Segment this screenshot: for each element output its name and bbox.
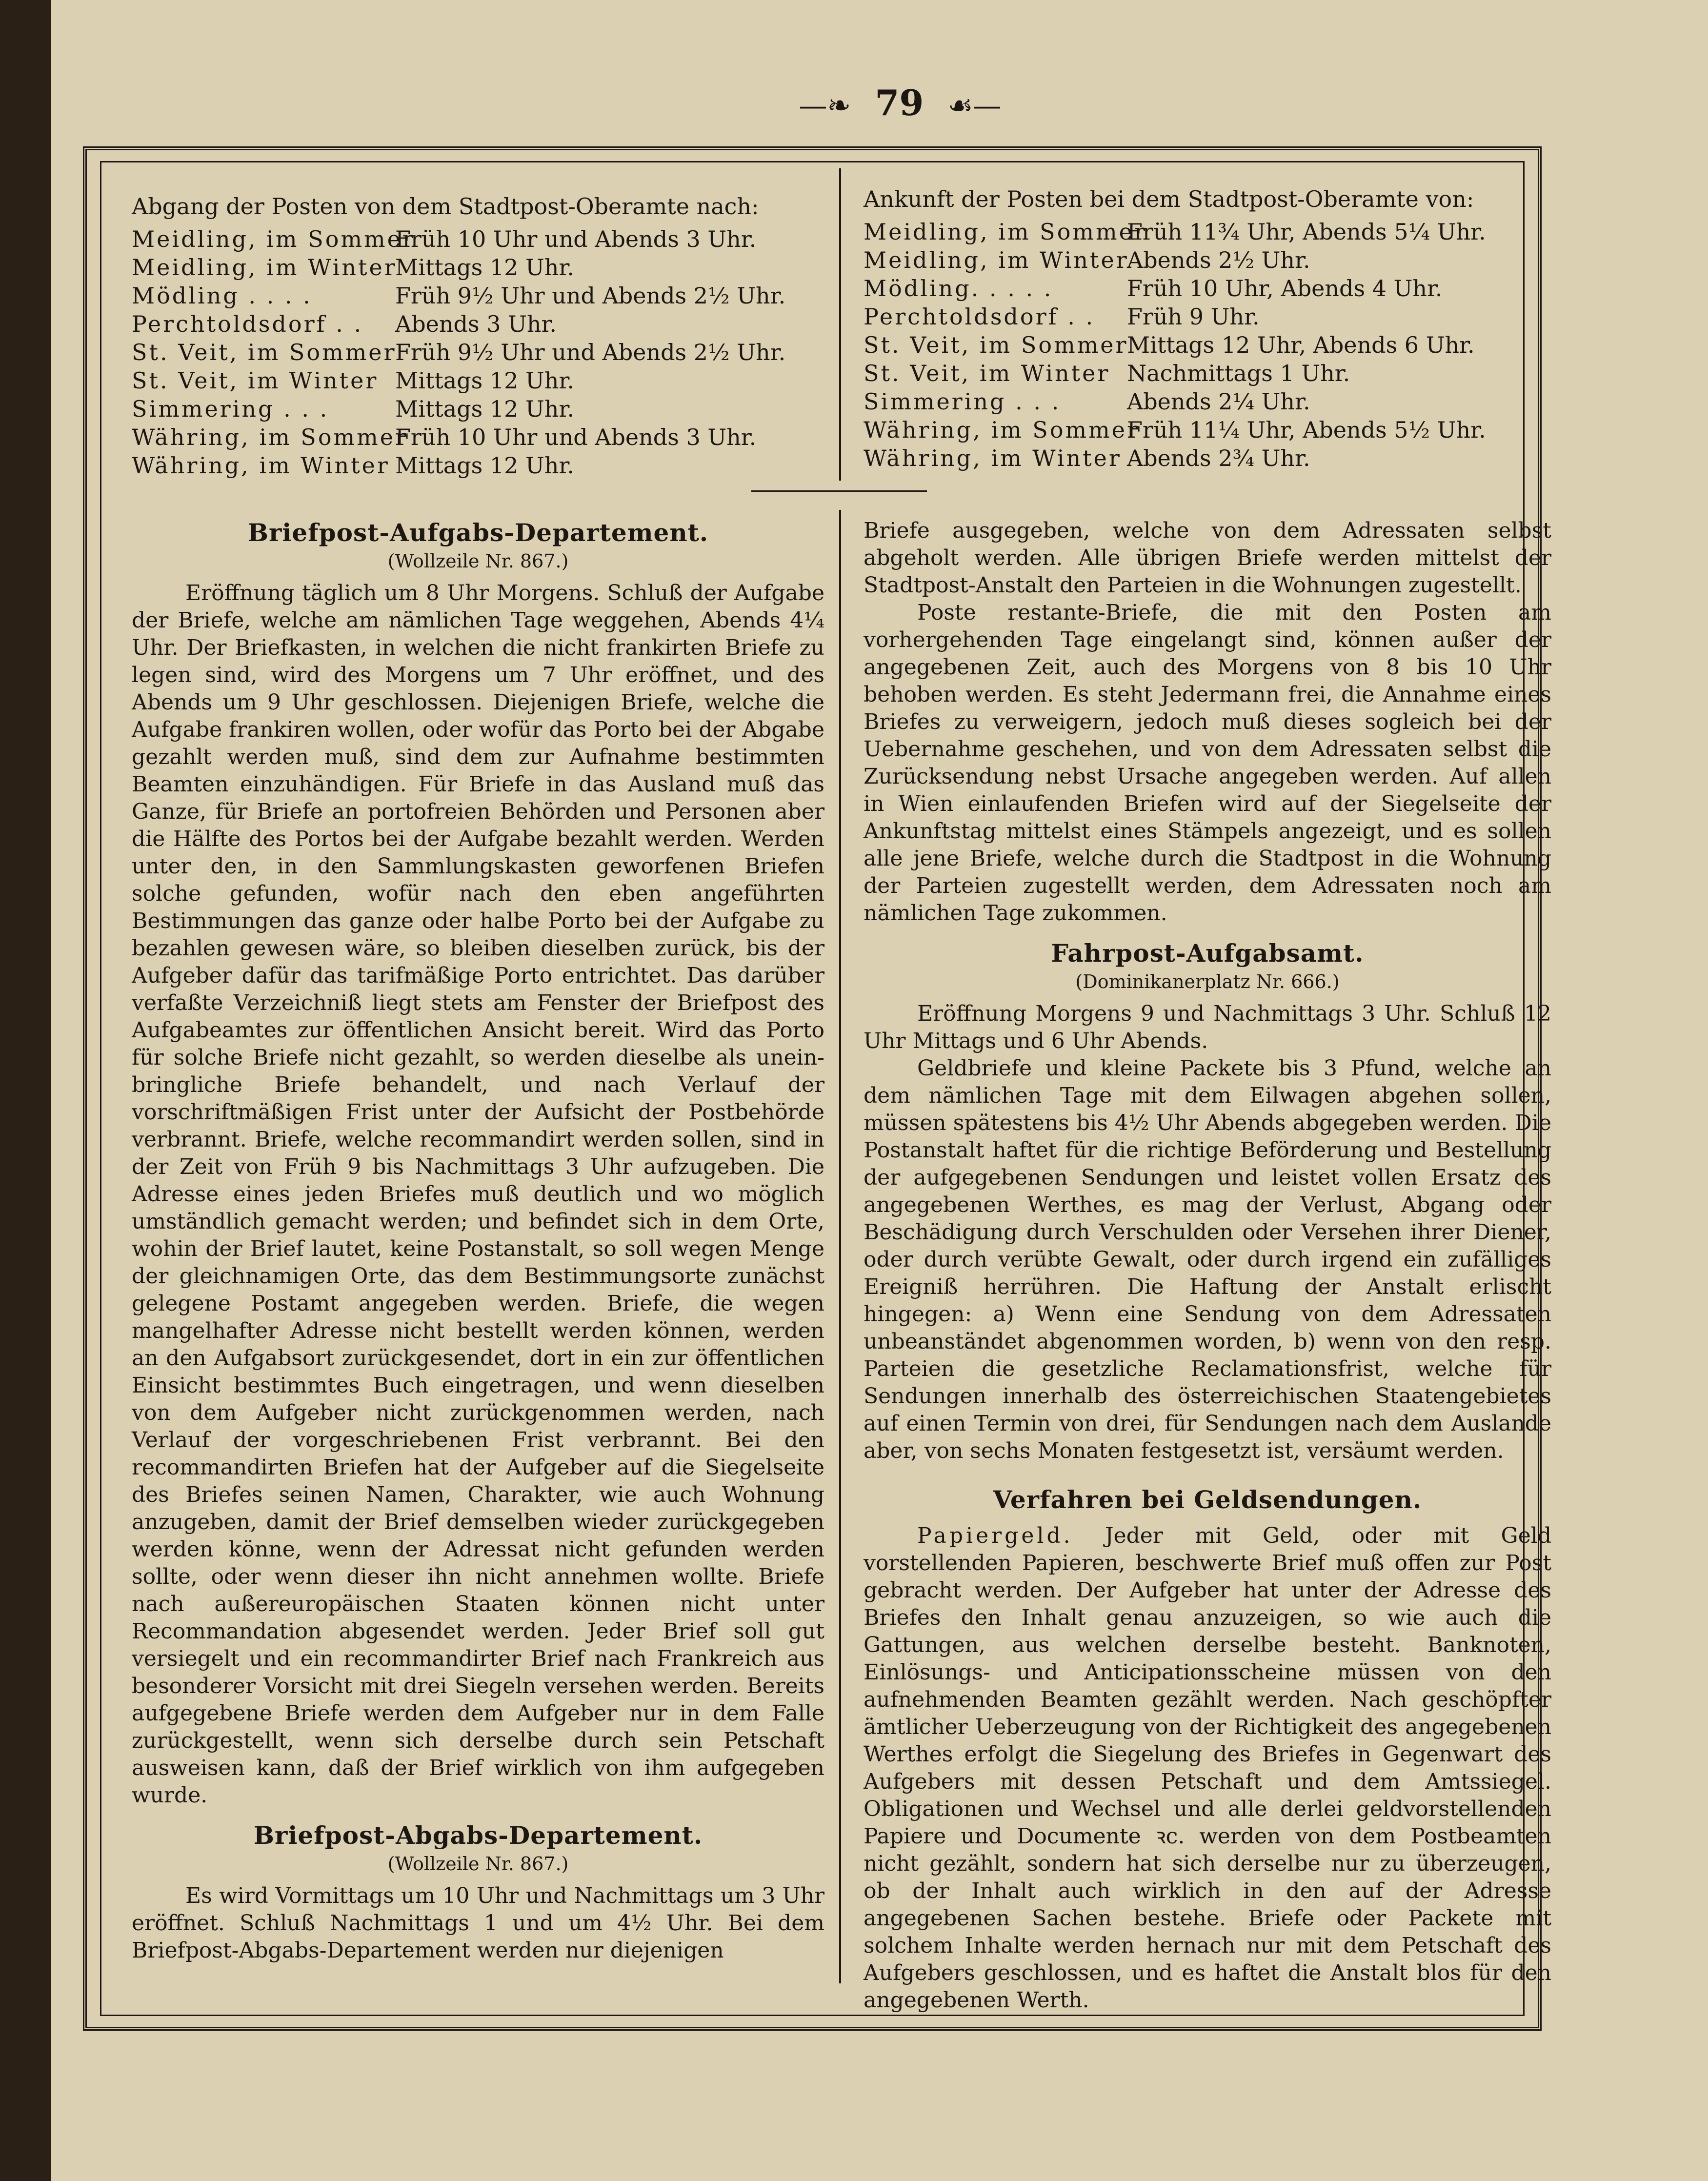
fahrpost-text-2: Geldbriefe und kleine Packete bis 3 Pfund, welche an dem nämlichen Tage mit dem Eilwagen abgehen sollen, müssen spätestens bis 4½ Uhr Abends abgegeben werden. Die Postanstalt haftet für die richtige Beförderung und Bestellung der aufgegebenen Sendungen und leistet vollen Ersatz des angegebenen Werthes, es mag der Verlust, Abgang oder Beschädigung durch Verschulden oder Versehen ihrer Diener, oder durch verübte Gewalt, oder durch irgend ein zufälliges Ereigniß herrühren. Die Haftung der Anstalt erlischt hingegen: a) Wenn eine Sendung von dem Adressaten unbeanständet abgenommen worden, b) wenn von den resp. Parteien die gesetzliche Reclamationsfrist, welche für Sendungen innerhalb des österreichischen Staatengebietes auf einen Termin von drei, für Sendungen nach dem Auslande aber, von sechs Monaten festgesetzt ist, versäumt werden. — [864, 1056, 1551, 1463]
place-name: Meidling, im Winter — [132, 254, 397, 281]
schedule-time: Mittags 12 Uhr, Abends 6 Uhr. — [1127, 332, 1475, 358]
page-number — [681, 82, 1120, 123]
place-name: Mödling . . . . — [132, 283, 312, 309]
abgabs-continuation: Briefe ausgegeben, welche von dem Adressaten selbst abgeholt werden. Alle übrigen Briefe werden mittelst der Stadtpost-Anstalt den Parteien in die Wohnungen zugestellt. — [864, 518, 1551, 598]
schedule-time: Früh 10 Uhr und Abends 3 Uhr. — [395, 424, 757, 450]
fahrpost-title: Fahrpost-Aufgabsamt. — [1051, 939, 1364, 968]
departures-row — [132, 253, 824, 282]
arrivals-row — [864, 246, 1551, 274]
schedule-time: Früh 10 Uhr, Abends 4 Uhr. — [1127, 275, 1443, 302]
schedule-time: Früh 9 Uhr. — [1127, 303, 1260, 330]
arrivals-row — [864, 331, 1551, 359]
schedule-time: Abends 3 Uhr. — [395, 311, 557, 337]
ornament-right-icon: ☙— — [947, 89, 1002, 122]
right-column — [864, 517, 1551, 2014]
place-name: St. Veit, im Winter — [864, 360, 1110, 386]
page-number-value: 79 — [875, 82, 924, 123]
schedule-time: Früh 9½ Uhr und Abends 2½ Uhr. — [395, 283, 786, 309]
schedule-divider — [839, 168, 841, 481]
aufgabs-address: (Wollzeile Nr. 867.) — [387, 550, 569, 572]
schedule-time: Abends 2¾ Uhr. — [1127, 445, 1310, 471]
schedule-time: Nachmittags 1 Uhr. — [1127, 360, 1350, 386]
geld-title: Verfahren bei Geldsendungen. — [993, 1485, 1422, 1514]
fahrpost-address: (Dominikanerplatz Nr. 666.) — [1075, 971, 1340, 992]
place-name: Simmering . . . — [132, 396, 329, 422]
place-name: Währing, im Sommer — [132, 424, 408, 450]
schedule-time: Mittags 12 Uhr. — [395, 452, 574, 479]
departures-row — [132, 310, 824, 338]
ornament-left-icon: —❧ — [799, 89, 851, 122]
departures-row — [132, 366, 824, 395]
place-name: St. Veit, im Winter — [132, 367, 379, 394]
schedule-time: Abends 2¼ Uhr. — [1127, 388, 1310, 415]
departures-row — [132, 338, 824, 366]
departures-table — [132, 193, 824, 480]
schedule-time: Früh 9½ Uhr und Abends 2½ Uhr. — [395, 339, 786, 365]
arrivals-table — [864, 185, 1551, 472]
departures-row — [132, 225, 824, 253]
aufgabs-title: Briefpost-Aufgabs-Departement. — [247, 518, 709, 547]
schedule-time: Früh 10 Uhr und Abends 3 Uhr. — [395, 226, 757, 252]
restante-text: Poste restante-Briefe, die mit den Posten am vorhergehenden Tage eingelangt sind, können außer der angegebenen Zeit, auch des Morgens von 8 bis 10 Uhr behoben werden. Es steht Jedermann frei, die Annahme eines Briefes zu verweigern, jedoch muß dieses sogleich bei der Uebernahme geschehen, und von dem Adressaten selbst die Zurücksendung nebst Ursache angegeben werden. Auf allen in Wien einlaufenden Briefen wird auf der Siegelseite der Ankunftstag mittelst eines Stämpels angezeigt, und es sollen alle jene Briefe, welche durch die Stadtpost in die Wohnung der Parteien zugestellt werden, dem Adressaten noch am nämlichen Tage zukommen. — [864, 600, 1551, 926]
section-rule — [751, 490, 927, 492]
place-name: Meidling, im Sommer — [132, 226, 415, 252]
arrivals-heading: Ankunft der Posten bei dem Stadtpost-Oberamte von: — [864, 186, 1474, 212]
place-name: Perchtoldsdorf . . — [132, 311, 363, 337]
schedule-time: Mittags 12 Uhr. — [395, 367, 574, 394]
geld-body: Jeder mit Geld, oder mit Geld vorstellenden Papieren, beschwerte Brief muß offen zur Post gebracht werden. Der Aufgeber hat unter der Adresse des Briefes den Inhalt genau anzuzeigen, so wie auch die Gattungen, aus welchen derselbe besteht. Banknoten, Einlösungs- und Anticipationsscheine müssen von den aufnehmenden Beamten gezählt werden. Nach geschöpfter ämtlicher Ueberzeugung von der Richtigkeit des angegebenen Werthes erfolgt die Siegelung des Briefes in Gegenwart des Aufgebers mit dessen Petschaft und dem Amtssiegel. Obligationen und Wechsel und alle derlei geldvorstellenden Papiere und Documente ꝛc. werden von dem Postbeamten nicht gezählt, sondern hat sich derselbe nur zu überzeugen, ob der Inhalt auch wirklich in den auf der Adresse angegebenen Sachen bestehe. Briefe oder Packete mit solchem Inhalte werden hernach nur mit dem Petschaft des Aufgebers geschlossen, und es haftet die Anstalt blos für den angegebenen Werth. — [864, 1523, 1551, 2013]
arrivals-row — [864, 303, 1551, 331]
left-column — [132, 517, 824, 1964]
place-name: Perchtoldsdorf . . — [864, 303, 1095, 330]
place-name: Meidling, im Sommer — [864, 219, 1147, 245]
place-name: Meidling, im Winter — [864, 247, 1129, 273]
arrivals-row — [864, 387, 1551, 416]
geld-lead: Papiergeld. — [917, 1523, 1073, 1548]
fahrpost-text-1: Eröffnung Morgens 9 und Nachmittags 3 Uhr. Schluß 12 Uhr Mittags und 6 Uhr Abends. — [864, 1001, 1551, 1053]
arrivals-row — [864, 218, 1551, 246]
departures-row — [132, 423, 824, 451]
departures-row — [132, 395, 824, 423]
geld-text — [864, 1522, 1551, 2014]
schedule-time: Früh 11¾ Uhr, Abends 5¼ Uhr. — [1127, 219, 1486, 245]
arrivals-row — [864, 416, 1551, 444]
arrivals-row — [864, 274, 1551, 303]
place-name: Währing, im Winter — [864, 445, 1122, 471]
schedule-time: Mittags 12 Uhr. — [395, 254, 574, 281]
schedule-time: Abends 2½ Uhr. — [1127, 247, 1310, 273]
place-name: St. Veit, im Sommer — [864, 332, 1128, 358]
schedule-time: Mittags 12 Uhr. — [395, 396, 574, 422]
abgabs-address: (Wollzeile Nr. 867.) — [387, 1853, 569, 1875]
abgabs-text: Es wird Vormittags um 10 Uhr und Nachmittags um 3 Uhr eröffnet. Schluß Nachmittags 1 und um 4½ Uhr. Bei dem Briefpost-Abgabs-Departement werden nur diejenigen — [132, 1883, 824, 1963]
schedule-time: Früh 11¼ Uhr, Abends 5½ Uhr. — [1127, 417, 1486, 443]
place-name: St. Veit, im Sommer — [132, 339, 397, 365]
departures-heading: Abgang der Posten von dem Stadtpost-Oberamte nach: — [132, 193, 759, 220]
arrivals-row — [864, 359, 1551, 387]
column-divider — [839, 510, 841, 1983]
abgabs-title: Briefpost-Abgabs-Departement. — [253, 1821, 703, 1850]
place-name: Simmering . . . — [864, 388, 1061, 415]
place-name: Währing, im Sommer — [864, 417, 1140, 443]
arrivals-row — [864, 444, 1551, 472]
place-name: Währing, im Winter — [132, 452, 390, 479]
departures-row — [132, 282, 824, 310]
aufgabs-text: Eröffnung täglich um 8 Uhr Morgens. Schluß der Aufgabe der Briefe, welche am nämlichen Tage weggehen, Abends 4¼ Uhr. Der Briefkasten, in welchen die nicht frankirten Briefe zu legen sind, wird des Morgens um 7 Uhr eröffnet, und des Abends um 9 Uhr geschlossen. Diejenigen Briefe, welche die Aufgabe frankiren wollen, oder wofür das Porto bei der Abgabe gezahlt werden muß, sind dem zur Aufnahme bestimmten Beamten einzuhändigen. Für Briefe in das Ausland muß das Ganze, für Briefe an portofreien Behörden und Personen aber die Hälfte des Portos bei der Aufgabe bezahlt werden. Werden unter den, in den Sammlungskasten geworfenen Briefen solche gefunden, wofür nach den eben angeführten Bestimmungen das ganze oder halbe Porto bei der Aufgabe zu bezahlen gewesen wäre, so bleiben dieselben zurück, bis der Aufgeber dafür das tarifmäßige Porto entrichtet. Das darüber verfaßte Verzeichniß liegt stets am Fenster der Briefpost des Aufgabeamtes zur öffentlichen Ansicht bereit. Wird das Porto für solche Briefe nicht gezahlt, so werden dieselbe als unein-bringliche Briefe behandelt, und nach Verlauf der vorschriftmäßigen Frist unter der Aufsicht der Postbehörde verbrannt. Briefe, welche recommandirt werden sollen, sind in der Zeit von Früh 9 bis Nachmittags 3 Uhr aufzugeben. Die Adresse eines jeden Briefes muß deutlich und wo möglich umständlich gemacht werden; und befindet sich in dem Orte, wohin der Brief lautet, keine Postanstalt, so soll wegen Menge der gleichnamigen Orte, das dem Bestimmungsorte zunächst gelegene Postamt angegeben werden. Briefe, die wegen mangelhafter Adresse nicht bestellt werden können, werden an den Aufgabsort zurückgesendet, dort in ein zur öffentlichen Einsicht bestimmtes Buch eingetragen, und wenn dieselben von dem Aufgeber nicht zurückgenommen werden, nach Verlauf der vorgeschriebenen Frist verbrannt. Bei den recommandirten Briefen hat der Aufgeber auf die Siegelseite des Briefes seinen Namen, Charakter, wie auch Wohnung anzugeben, damit der Brief demselben wieder zurückgegeben werden könne, wenn der Adressat nicht gefunden werden sollte, oder wenn dieser ihn nicht annehmen wollte. Briefe nach außereuropäischen Staaten können nicht unter Recommandation abgesendet werden. Jeder Brief soll gut versiegelt und ein recommandirter Brief nach Frankreich aus besonderer Vorsicht mit drei Siegeln versehen werden. Bereits aufgegebene Briefe werden dem Aufgeber nur in dem Falle zurückgestellt, wenn sich derselbe durch sein Petschaft ausweisen kann, daß der Brief wirklich von ihm aufgegeben wurde. — [132, 581, 824, 1808]
place-name: Mödling. . . . . — [864, 275, 1053, 302]
departures-row — [132, 451, 824, 480]
